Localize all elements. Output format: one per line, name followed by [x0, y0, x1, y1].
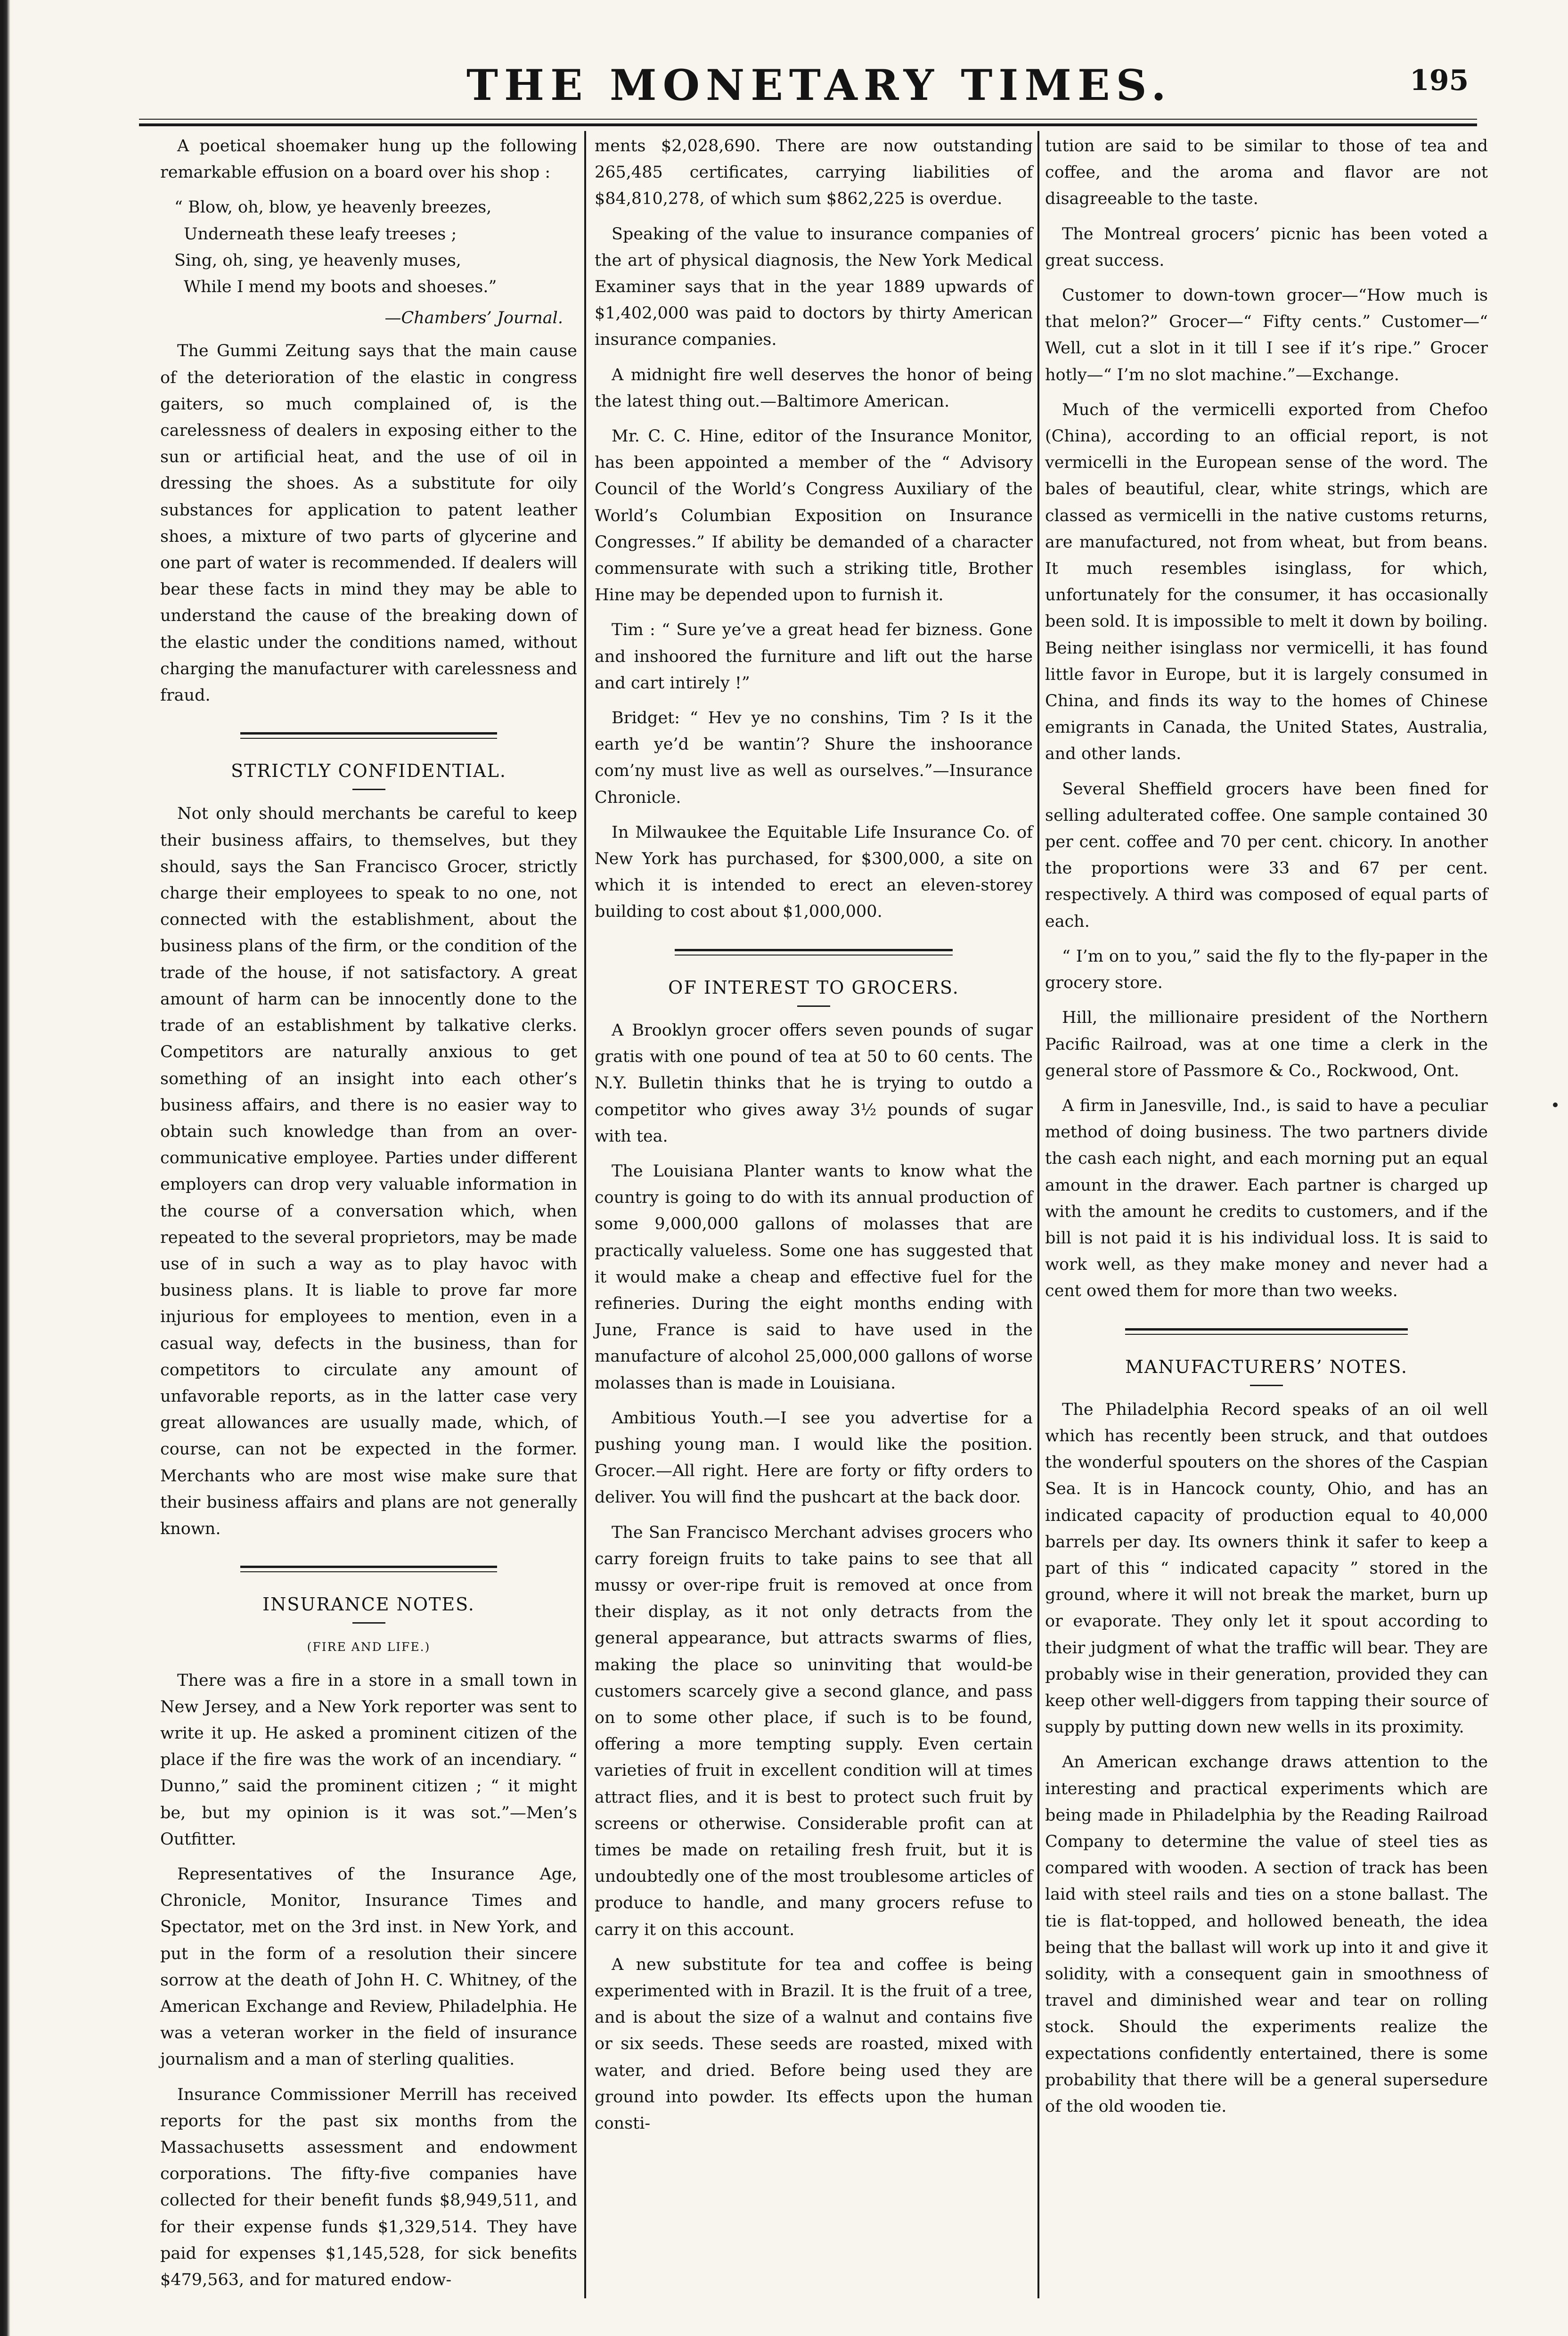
heading-dash: [1250, 1385, 1283, 1386]
poem-attribution: —Chambers’ Journal.: [384, 309, 563, 328]
section-separator: [160, 726, 577, 747]
insurance-paragraph: Mr. C. C. Hine, editor of the Insurance Monitor, has been appointed a member of the “ Advisory Council of the World’s Congress Auxiliary of the World’s Columbian Exposition on Insurance Congresses.” If ability be demanded of a character commensurate with such a striking title, Brother Hine may be depended upon to furnish it.: [595, 427, 1033, 605]
grocers-paragraph-continued: tution are said to be similar to those of tea and coffee, and the aroma and flavor are not disagreeable to the taste.: [1045, 137, 1488, 209]
insurance-paragraph: A midnight fire well deserves the honor of being the latest thing out.—Baltimore American.: [595, 365, 1033, 411]
column-divider-1: [584, 131, 586, 2298]
column-divider-2: [1037, 131, 1039, 2298]
header-rule-thin: [139, 119, 1477, 120]
insurance-subheading: (FIRE AND LIFE.): [307, 1640, 431, 1654]
poem-line: “ Blow, oh, blow, ye heavenly breezes,: [174, 198, 492, 217]
header-rule-thick: [139, 123, 1477, 126]
section-separator: [595, 942, 1033, 964]
grocers-paragraph: The Montreal grocers’ picnic has been voted a great success.: [1045, 224, 1488, 270]
insurance-paragraph: Representatives of the Insurance Age, Chronicle, Monitor, Insurance Times and Spectator, met on the 3rd inst. in New York, and put in the form of a resolution their sincere sorrow at the death of John H. C. Whitney, of the American Exchange and Review, Philadelphia. He was a veteran worker in the field of insurance journalism and a man of sterling qualities.: [160, 1864, 577, 2069]
grocers-paragraph: Hill, the millionaire president of the Northern Pacific Railroad, was at one time a clerk in the general store of Passmore & Co., Rockwood, Ont.: [1045, 1008, 1488, 1080]
heading-dash: [797, 1005, 830, 1007]
insurance-paragraph: Tim : “ Sure ye’ve a great head fer bizness. Gone and inshoored the furniture and lift out the harse and cart intirely !”: [595, 621, 1033, 693]
grocers-paragraph: “ I’m on to you,” said the fly to the fly-paper in the grocery store.: [1045, 947, 1488, 993]
section-separator: [1045, 1322, 1488, 1343]
grocers-paragraph: The Louisiana Planter wants to know what the country is going to do with its annual production of some 9,000,000 gallons of molasses that are practically valueless. Some one has suggested that it would make a cheap and effective fuel for the refineries. During the eight months ending with June, France is said to have used in the manufacture of alcohol 25,000,000 gallons of worse molasses than is made in Louisiana.: [595, 1161, 1033, 1393]
column-3: [1045, 133, 1488, 2291]
gummi-zeitung-paragraph: The Gummi Zeitung says that the main cause of the deterioration of the elastic in congress gaiters, so much complained of, is the carelessness of dealers in exposing either to the sun or artificial heat, and the use of oil in dressing the shoes. As a substitute for oily substances for application to patent leather shoes, a mixture of two parts of glycerine and one part of water is recommended. If dealers will bear these facts in mind they may be able to understand the cause of the breaking down of the elastic under the conditions named, without charging the manufacturer with carelessness and fraud.: [160, 342, 577, 705]
heading-of-interest-to-grocers: OF INTEREST TO GROCERS.: [668, 977, 959, 998]
shoemaker-intro: A poetical shoemaker hung up the following remarkable effusion on a board over his shop :: [160, 137, 577, 182]
insurance-paragraph: There was a fire in a store in a small town in New Jersey, and a New York reporter was sent to write it up. He asked a prominent citizen of the place if the fire was the work of an incendiary. “ Dunno,” said the prominent citizen ; “ it might be, but my opinion is it was sot.”—Men’s Outfitter.: [160, 1671, 577, 1849]
poem-line: Underneath these leafy treeses ;: [184, 224, 457, 244]
heading-strictly-confidential: STRICTLY CONFIDENTIAL.: [231, 760, 506, 782]
page-speck: [1553, 1103, 1558, 1107]
insurance-paragraph: Insurance Commissioner Merrill has received reports for the past six months from the Massachusetts assessment and endowment corporations. The fifty-five companies have collected for their benefit funds $8,949,511, and for their expense funds $1,329,514. They have paid for expenses $1,145,528, for sick benefits $479,563, and for matured endow-: [160, 2085, 577, 2290]
insurance-paragraph: Speaking of the value to insurance companies of the art of physical diagnosis, the New York Medical Examiner says that in the year 1889 upwards of $1,402,000 was paid to doctors by thirty American insurance companies.: [595, 224, 1033, 350]
insurance-paragraph: In Milwaukee the Equitable Life Insurance Co. of New York has purchased, for $300,000, a site on which it is intended to erect an eleven-storey building to cost about $1,000,000.: [595, 823, 1033, 922]
heading-dash: [352, 1622, 385, 1624]
grocers-paragraph: Much of the vermicelli exported from Chefoo (China), according to an official report, is not vermicelli in the European sense of the word. The bales of beautiful, clear, white strings, which are classed as vermicelli in the native customs returns, are manufactured, not from wheat, but from beans. It much resembles isinglass, for which, unfortunately for the consumer, it has occasionally been sold. It is impossible to melt it down by boiling. Being neither isinglass nor vermicelli, it has found little favor in Europe, but it is largely consumed in China, and finds its way to the homes of Chinese emigrants in Canada, the United States, Australia, and other lands.: [1045, 400, 1488, 764]
heading-dash: [352, 789, 385, 790]
grocers-paragraph: A new substitute for tea and coffee is being experimented with in Brazil. It is the fruit of a tree, and is about the size of a walnut and contains five or six seeds. These seeds are roasted, mixed with water, and dried. Before being used they are ground into powder. Its effects upon the human consti-: [595, 1955, 1033, 2133]
grocers-paragraph: A Brooklyn grocer offers seven pounds of sugar gratis with one pound of tea at 50 to 60 cents. The N.Y. Bulletin thinks that he is trying to outdo a competitor who gives away 3½ pounds of sugar with tea.: [595, 1021, 1033, 1146]
poem-line: While I mend my boots and shoeses.”: [184, 278, 497, 297]
heading-insurance-notes: INSURANCE NOTES.: [262, 1594, 475, 1615]
column-2: [595, 133, 1033, 2291]
page-number: 195: [1410, 64, 1469, 97]
grocers-paragraph: Several Sheffield grocers have been fined for selling adulterated coffee. One sample contained 30 per cent. coffee and 70 per cent. chicory. In another the proportions were 33 and 67 per cent. respectively. A third was composed of equal parts of each.: [1045, 779, 1488, 931]
manufacturers-paragraph: An American exchange draws attention to the interesting and practical experiments which are being made in Philadelphia by the Reading Railroad Company to determine the value of steel ties as compared with wooden. A section of track has been laid with steel rails and ties on a stone ballast. The tie is flat-topped, and hollowed beneath, the idea being that the ballast will work up into it and give it solidity, with a consequent gain in smoothness of travel and diminished wear and tear on rolling stock. Should the experiments realize the expectations confidently entertained, there is some probability that there will be a general supersedure of the old wooden tie.: [1045, 1753, 1488, 2116]
section-separator: [160, 1559, 577, 1581]
poem-line: Sing, oh, sing, ye heavenly muses,: [174, 251, 461, 270]
grocers-paragraph: Ambitious Youth.—I see you advertise for a pushing young man. I would like the position. Grocer.—All right. Here are forty or fifty orders to deliver. You will find the pushcart at the back door.: [595, 1408, 1033, 1507]
grocers-paragraph: Customer to down-town grocer—“How much is that melon?” Grocer—“ Fifty cents.” Customer—“ Well, cut a slot in it till I see if it’s ripe.” Grocer hotly—“ I’m no slot machine.”—Exchange.: [1045, 286, 1488, 384]
grocers-paragraph: The San Francisco Merchant advises grocers who carry foreign fruits to take pains to see that all mussy or over-ripe fruit is removed at once from their display, as it not only detracts from the general appearance, but attracts swarms of flies, making the place so uninviting that would-be customers scarcely give a second glance, and pass on to some other place, if such is to be found, offering a more tempting supply. Even certain varieties of fruit in excellent condition will at times attract flies, and it is best to protect such fruit by screens or otherwise. Considerable profit can at times be made on retailing fresh fruit, but it is undoubtedly one of the most troublesome articles of produce to handle, and many grocers refuse to carry it on this account.: [595, 1523, 1033, 1939]
grocers-paragraph: A firm in Janesville, Ind., is said to have a peculiar method of doing business. The two partners divide the cash each night, and each morning put an equal amount in the drawer. Each partner is charged up with the amount he credits to customers, and if the bill is not paid it is his individual loss. It is said to work well, as they make money and never had a cent owed them for more than two weeks.: [1045, 1096, 1488, 1301]
heading-manufacturers-notes: MANUFACTURERS’ NOTES.: [1125, 1356, 1408, 1377]
manufacturers-paragraph: The Philadelphia Record speaks of an oil well which has recently been struck, and that outdoes the wonderful spouters on the shores of the Caspian Sea. It is in Hancock county, Ohio, and has an indicated capacity of production equal to 40,000 barrels per day. Its owners think it safer to keep a part of this “ indicated capacity ” stored in the ground, where it will not break the market, burn up or evaporate. They only let it spout according to their judgment of what the traffic will bear. They are probably wise in their generation, provided they can keep other well-diggers from tapping their source of supply by putting down new wells in its proximity.: [1045, 1400, 1488, 1737]
insurance-paragraph-continued: ments $2,028,690. There are now outstanding 265,485 certificates, carrying liabilities of $84,810,278, of which sum $862,225 is overdue.: [595, 137, 1033, 209]
masthead: [0, 51, 1568, 112]
strictly-confidential-paragraph: Not only should merchants be careful to keep their business affairs, to themselves, but they should, says the San Francisco Grocer, strictly charge their employees to speak to no one, not connected with the establishment, about the business plans of the firm, or the condition of the trade of the house, if not satisfactory. A great amount of harm can be innocently done to the trade of an establishment by talkative clerks. Competitors are naturally anxious to get something of an insight into each other’s business affairs, and there is no easier way to obtain such knowledge than from an over-communicative employee. Parties under different employers can drop very valuable information in the course of a conversation which, when repeated to the several proprietors, may be made use of in such a way as to play havoc with business plans. It is liable to prove far more injurious for employees to mention, even in a casual way, defects in the business, than for competitors to circulate any amount of unfavorable reports, as in the latter case very great allowances are usually made, which, of course, can not be expected in the former. Merchants who are most wise make sure that their business affairs and plans are not generally known.: [160, 804, 577, 1538]
shoemaker-poem: [174, 194, 577, 300]
insurance-paragraph: Bridget: “ Hev ye no conshins, Tim ? Is it the earth ye’d be wantin’? Shure the inshoorance com’ny must live as well as ourselves.”—Insurance Chronicle.: [595, 709, 1033, 807]
column-1: [160, 133, 577, 2291]
masthead-title: THE MONETARY TIMES.: [466, 60, 1172, 110]
binding-edge: [0, 0, 10, 2336]
